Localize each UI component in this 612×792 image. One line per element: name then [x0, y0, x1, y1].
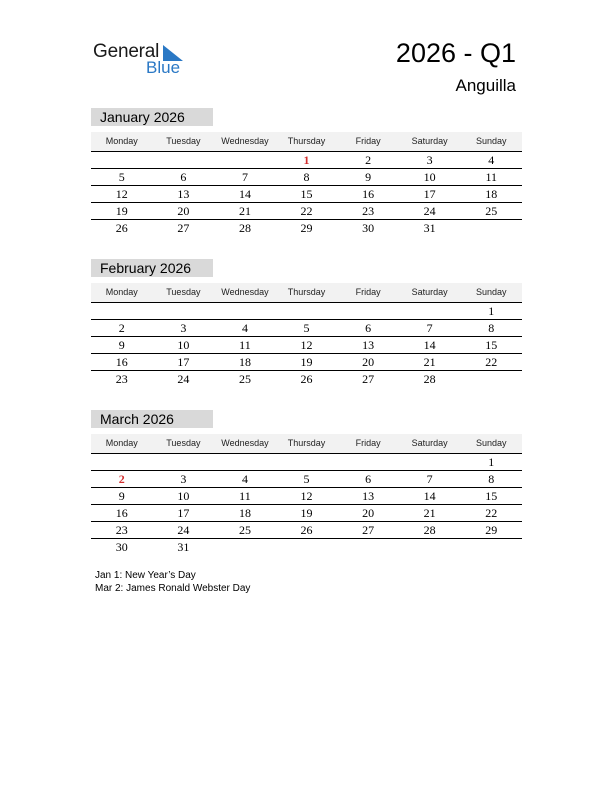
day-cell: 10 — [177, 489, 190, 503]
day-cell: 4 — [241, 321, 248, 335]
day-cell: 5 — [118, 170, 125, 184]
day-cell: 8 — [488, 472, 495, 486]
day-cell: 9 — [365, 170, 372, 184]
day-cell: 27 — [177, 221, 190, 235]
day-cell: 25 — [238, 523, 251, 537]
weekday-label: Tuesday — [166, 287, 201, 297]
day-cell — [91, 152, 153, 168]
page-title: 2026 - Q1 — [395, 38, 516, 68]
day-cell: 26 — [300, 372, 313, 386]
week-row — [91, 371, 522, 387]
day-cell: 15 — [300, 187, 313, 201]
logo-text-general: General — [93, 41, 160, 62]
day-cell: 31 — [177, 540, 190, 554]
day-cell: 20 — [362, 355, 375, 369]
day-cell: 19 — [115, 204, 128, 218]
day-cell: 29 — [485, 523, 498, 537]
day-cell: 10 — [423, 170, 436, 184]
day-cell: 27 — [362, 523, 375, 537]
weekday-label: Wednesday — [221, 136, 269, 146]
day-cell: 1 — [488, 304, 495, 318]
day-cell — [153, 152, 215, 168]
day-cell: 6 — [180, 170, 187, 184]
week-row — [91, 186, 522, 203]
weekday-label: Monday — [105, 136, 138, 146]
day-cell: 21 — [423, 506, 436, 520]
day-cell: 9 — [118, 489, 125, 503]
day-cell: 30 — [362, 221, 375, 235]
weekday-label: Thursday — [287, 287, 326, 297]
day-cell: 11 — [239, 338, 251, 352]
day-cell: 26 — [300, 523, 313, 537]
holiday-day-cell: 2 — [118, 472, 125, 486]
day-cell: 2 — [365, 153, 372, 167]
day-cell: 4 — [488, 153, 495, 167]
month-title: January 2026 — [91, 108, 213, 126]
day-cell: 9 — [118, 338, 125, 352]
day-cell — [276, 539, 338, 555]
day-cell: 16 — [362, 187, 375, 201]
week-row — [91, 354, 522, 371]
day-cell: 3 — [180, 472, 187, 486]
weekday-label: Thursday — [287, 438, 326, 448]
week-row — [91, 303, 522, 320]
day-cell: 18 — [485, 187, 498, 201]
day-cell — [399, 539, 461, 555]
logo-text-blue: Blue — [146, 58, 181, 77]
day-cell: 14 — [238, 187, 251, 201]
day-cell — [91, 303, 153, 319]
day-cell: 1 — [488, 455, 495, 469]
week-row — [91, 220, 522, 236]
day-cell: 19 — [300, 506, 313, 520]
week-row — [91, 152, 522, 169]
day-cell: 24 — [177, 372, 190, 386]
day-cell: 18 — [238, 355, 251, 369]
week-row — [91, 203, 522, 220]
day-cell: 13 — [177, 187, 190, 201]
day-cell: 6 — [365, 321, 372, 335]
weekday-label: Sunday — [475, 287, 507, 297]
day-cell: 20 — [177, 204, 190, 218]
week-row — [91, 505, 522, 522]
day-cell — [337, 303, 399, 319]
day-cell: 28 — [423, 372, 436, 386]
day-cell — [214, 152, 276, 168]
weekday-label: Saturday — [411, 136, 448, 146]
day-cell — [399, 454, 461, 470]
day-cell: 23 — [115, 372, 128, 386]
day-cell: 15 — [485, 489, 498, 503]
day-cell: 14 — [423, 338, 436, 352]
week-row — [91, 337, 522, 354]
day-cell: 21 — [423, 355, 436, 369]
day-cell: 7 — [426, 321, 433, 335]
day-cell — [276, 303, 338, 319]
weekday-label: Monday — [105, 287, 138, 297]
day-cell: 2 — [118, 321, 125, 335]
month-calendar — [91, 259, 522, 387]
day-cell — [399, 303, 461, 319]
day-cell — [214, 539, 276, 555]
weekday-label: Sunday — [475, 136, 507, 146]
weekday-label: Thursday — [287, 136, 326, 146]
day-cell: 24 — [177, 523, 190, 537]
weekday-label: Saturday — [411, 287, 448, 297]
day-cell: 11 — [485, 170, 498, 184]
day-cell: 23 — [362, 204, 375, 218]
day-cell: 31 — [423, 221, 436, 235]
weekday-label: Friday — [355, 287, 381, 297]
day-cell: 22 — [485, 355, 498, 369]
weekday-header-row — [91, 434, 522, 454]
weekday-label: Wednesday — [221, 287, 269, 297]
month-title: March 2026 — [91, 410, 213, 428]
day-cell: 21 — [238, 204, 251, 218]
day-cell — [460, 371, 522, 387]
day-cell — [337, 454, 399, 470]
day-cell: 12 — [300, 338, 313, 352]
day-cell: 28 — [423, 523, 436, 537]
day-cell: 11 — [239, 489, 251, 503]
day-cell: 10 — [177, 338, 190, 352]
day-cell: 17 — [177, 355, 190, 369]
day-cell — [460, 220, 522, 236]
weekday-label: Friday — [355, 136, 381, 146]
day-cell: 8 — [303, 170, 310, 184]
day-cell — [214, 454, 276, 470]
month-calendar — [91, 410, 522, 555]
day-cell: 24 — [423, 204, 436, 218]
day-cell: 5 — [303, 321, 310, 335]
day-cell: 18 — [238, 506, 251, 520]
day-cell — [276, 454, 338, 470]
holiday-note: Jan 1: New Year’s Day — [95, 570, 196, 581]
weekday-label: Sunday — [475, 438, 507, 448]
day-cell: 7 — [241, 170, 248, 184]
day-cell — [337, 539, 399, 555]
brand-logo — [93, 41, 193, 81]
day-cell: 27 — [362, 372, 375, 386]
day-cell: 13 — [362, 338, 375, 352]
week-row — [91, 471, 522, 488]
weekday-label: Tuesday — [166, 136, 201, 146]
day-cell — [91, 454, 153, 470]
week-row — [91, 539, 522, 555]
day-cell — [153, 454, 215, 470]
holiday-note: Mar 2: James Ronald Webster Day — [95, 583, 251, 594]
month-calendar — [91, 108, 522, 236]
day-cell: 22 — [300, 204, 313, 218]
month-title: February 2026 — [91, 259, 213, 277]
week-row — [91, 320, 522, 337]
week-row — [91, 488, 522, 505]
day-cell: 29 — [300, 221, 313, 235]
day-cell: 20 — [362, 506, 375, 520]
day-cell: 16 — [115, 355, 128, 369]
day-cell — [153, 303, 215, 319]
weekday-header-row — [91, 283, 522, 303]
day-cell: 25 — [238, 372, 251, 386]
day-cell: 8 — [488, 321, 495, 335]
day-cell: 3 — [180, 321, 187, 335]
week-row — [91, 454, 522, 471]
weekday-label: Tuesday — [166, 438, 201, 448]
week-row — [91, 522, 522, 539]
day-cell: 28 — [238, 221, 251, 235]
day-cell: 4 — [241, 472, 248, 486]
day-cell: 22 — [485, 506, 498, 520]
day-cell: 17 — [177, 506, 190, 520]
holiday-notes — [95, 569, 250, 595]
day-cell: 30 — [115, 540, 128, 554]
country-name: Anguilla — [455, 76, 516, 95]
day-cell: 3 — [426, 153, 433, 167]
day-cell: 12 — [115, 187, 128, 201]
weekday-label: Friday — [355, 438, 381, 448]
day-cell: 23 — [115, 523, 128, 537]
day-cell — [460, 539, 522, 555]
day-cell: 5 — [303, 472, 310, 486]
week-row — [91, 169, 522, 186]
day-cell: 25 — [485, 204, 498, 218]
day-cell: 17 — [423, 187, 436, 201]
day-cell: 14 — [423, 489, 436, 503]
weekday-label: Wednesday — [221, 438, 269, 448]
day-cell: 15 — [485, 338, 498, 352]
day-cell: 6 — [365, 472, 372, 486]
day-cell: 7 — [426, 472, 433, 486]
day-cell: 26 — [115, 221, 128, 235]
weekday-label: Saturday — [411, 438, 448, 448]
day-cell: 19 — [300, 355, 313, 369]
weekday-header-row — [91, 132, 522, 152]
day-cell: 12 — [300, 489, 313, 503]
holiday-day-cell: 1 — [303, 153, 310, 167]
day-cell: 13 — [362, 489, 375, 503]
day-cell — [214, 303, 276, 319]
weekday-label: Monday — [105, 438, 138, 448]
day-cell: 16 — [115, 506, 128, 520]
